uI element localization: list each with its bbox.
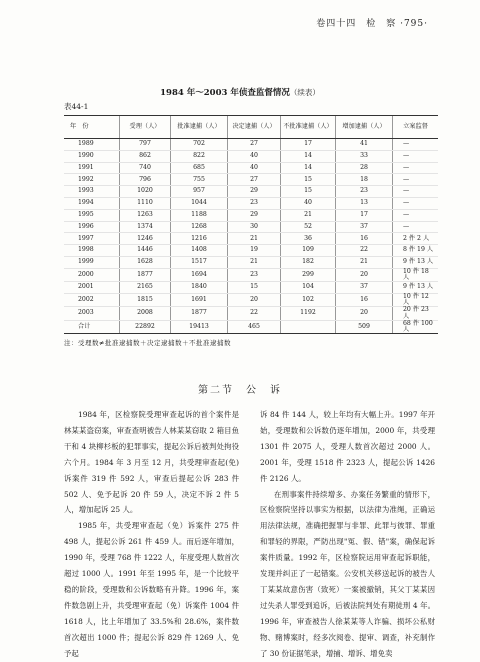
table-title bbox=[0, 86, 480, 98]
cell-approved: 1408 bbox=[171, 245, 228, 257]
table-title-main: 1984 年～2003 年侦查监督情况 bbox=[160, 88, 290, 98]
cell-not-approved: 182 bbox=[281, 256, 336, 268]
cell-received: 1446 bbox=[120, 245, 171, 257]
table-title-sub: （续表） bbox=[289, 88, 320, 97]
statistics-table bbox=[64, 115, 438, 334]
table-note: 注：受理数≠批准逮捕数＋决定逮捕数＋不批准逮捕数 bbox=[64, 339, 231, 347]
cell-not-approved: 36 bbox=[281, 233, 336, 245]
table-row bbox=[64, 209, 438, 221]
cell-not-approved: 15 bbox=[281, 174, 336, 186]
paragraph: 在刑事案件持续增多、办案任务繁重的情形下，区检察院坚持以事实为根据，以法律为准绳，正确运用法律法规，准确把握罪与非罪、此罪与彼罪、罪重和罪轻的界限，严防出现"冤、假、错"案，确保起诉案件质量。1992 年，区检察院运用审查起诉职能，发现并纠正了一起错案。公安机关移送起诉的被告人丁某某故意伤害（致死）一案被撤销，其父丁某某因过失杀人罪受到追诉，后被法院判处有期徒刑 4 年。1996 年，审查被告人徐某某等人诈骗、损坏公私财物、赌博案时，经多次阅卷、提审、调查，补充制作了 30 份证据笔录，增捕、增诉、增免卖 bbox=[260, 489, 435, 658]
cell-year: 2002 bbox=[64, 293, 120, 306]
cell-supervision: 20 件 23 人 bbox=[393, 307, 439, 320]
cell-added: 20 bbox=[336, 307, 393, 320]
cell-not-approved bbox=[281, 320, 336, 333]
cell-approved: 1840 bbox=[171, 282, 228, 294]
col-header-added: 增加逮捕（人） bbox=[336, 116, 393, 139]
cell-supervision: 10 件 12 人 bbox=[393, 293, 439, 306]
cell-decided: 19 bbox=[228, 245, 281, 257]
cell-approved: 702 bbox=[171, 139, 228, 151]
cell-year: 2000 bbox=[64, 268, 120, 281]
table-row bbox=[64, 245, 438, 257]
cell-added: 17 bbox=[336, 209, 393, 221]
cell-decided: 23 bbox=[228, 268, 281, 281]
cell-approved: 1188 bbox=[171, 209, 228, 221]
table-row bbox=[64, 307, 438, 320]
cell-received: 1263 bbox=[120, 209, 171, 221]
cell-decided: 21 bbox=[228, 233, 281, 245]
cell-decided: 22 bbox=[228, 307, 281, 320]
table-row bbox=[64, 268, 438, 281]
cell-decided: 30 bbox=[228, 221, 281, 233]
cell-approved: 19413 bbox=[171, 320, 228, 333]
cell-supervision: 9 件 13 人 bbox=[393, 256, 439, 268]
table-row bbox=[64, 320, 438, 333]
cell-approved: 1517 bbox=[171, 256, 228, 268]
cell-received: 22892 bbox=[120, 320, 171, 333]
table-row bbox=[64, 139, 438, 151]
cell-added: 22 bbox=[336, 245, 393, 257]
cell-not-approved: 21 bbox=[281, 209, 336, 221]
cell-supervision: — bbox=[393, 174, 439, 186]
cell-decided: 29 bbox=[228, 209, 281, 221]
cell-year: 1990 bbox=[64, 150, 120, 162]
cell-not-approved: 109 bbox=[281, 245, 336, 257]
cell-year: 1998 bbox=[64, 245, 120, 257]
cell-year: 1993 bbox=[64, 186, 120, 198]
cell-not-approved: 17 bbox=[281, 139, 336, 151]
cell-added: 13 bbox=[336, 197, 393, 209]
table-row bbox=[64, 293, 438, 306]
cell-year: 2001 bbox=[64, 282, 120, 294]
cell-decided: 15 bbox=[228, 282, 281, 294]
cell-added: 509 bbox=[336, 320, 393, 333]
cell-decided: 21 bbox=[228, 256, 281, 268]
table-row bbox=[64, 282, 438, 294]
table-row bbox=[64, 150, 438, 162]
cell-approved: 957 bbox=[171, 186, 228, 198]
cell-received: 1374 bbox=[120, 221, 171, 233]
cell-not-approved: 102 bbox=[281, 293, 336, 306]
cell-supervision: — bbox=[393, 186, 439, 198]
cell-approved: 1694 bbox=[171, 268, 228, 281]
cell-approved: 1877 bbox=[171, 307, 228, 320]
cell-received: 2008 bbox=[120, 307, 171, 320]
cell-received: 797 bbox=[120, 139, 171, 151]
cell-year: 合计 bbox=[64, 320, 120, 333]
cell-received: 1020 bbox=[120, 186, 171, 198]
cell-decided: 29 bbox=[228, 186, 281, 198]
cell-decided: 40 bbox=[228, 150, 281, 162]
cell-received: 1246 bbox=[120, 233, 171, 245]
col-header-decided: 决定逮捕（人） bbox=[228, 116, 281, 139]
cell-received: 740 bbox=[120, 162, 171, 174]
cell-received: 1877 bbox=[120, 268, 171, 281]
cell-approved: 1044 bbox=[171, 197, 228, 209]
cell-year: 1995 bbox=[64, 209, 120, 221]
cell-added: 37 bbox=[336, 221, 393, 233]
cell-not-approved: 40 bbox=[281, 197, 336, 209]
section-title: 第二节 公 诉 bbox=[198, 385, 282, 396]
cell-supervision: — bbox=[393, 209, 439, 221]
cell-added: 23 bbox=[336, 186, 393, 198]
paragraph: 诉 84 件 144 人，较上年均有大幅上升。1997 年开始，受理数和公诉数仍逐年增加，2000 年，共受理 1301 件 2075 人，受理人数首次超过 2000 人。2001 年，受理 1518 件 2323 人，提起公诉 1426 件 2126 人。 bbox=[260, 410, 435, 483]
body-column-left bbox=[64, 407, 239, 662]
cell-decided: 27 bbox=[228, 139, 281, 151]
cell-supervision: 68 件 100 人 bbox=[393, 320, 439, 333]
col-header-not-approved: 不批准逮捕（人） bbox=[281, 116, 336, 139]
cell-received: 1628 bbox=[120, 256, 171, 268]
cell-supervision: — bbox=[393, 221, 439, 233]
cell-supervision: — bbox=[393, 150, 439, 162]
cell-added: 41 bbox=[336, 139, 393, 151]
cell-year: 1999 bbox=[64, 256, 120, 268]
cell-added: 37 bbox=[336, 282, 393, 294]
cell-not-approved: 299 bbox=[281, 268, 336, 281]
body-column-right bbox=[260, 407, 435, 662]
table-row bbox=[64, 174, 438, 186]
cell-year: 1996 bbox=[64, 221, 120, 233]
cell-not-approved: 14 bbox=[281, 150, 336, 162]
cell-not-approved: 14 bbox=[281, 162, 336, 174]
cell-added: 33 bbox=[336, 150, 393, 162]
table-row bbox=[64, 233, 438, 245]
cell-decided: 27 bbox=[228, 174, 281, 186]
cell-supervision: — bbox=[393, 139, 439, 151]
table-row bbox=[64, 162, 438, 174]
page-header: 卷四十四 检 察 ·795· bbox=[316, 19, 428, 29]
table-number: 表44-1 bbox=[64, 102, 89, 111]
cell-supervision: — bbox=[393, 162, 439, 174]
cell-decided: 465 bbox=[228, 320, 281, 333]
cell-not-approved: 104 bbox=[281, 282, 336, 294]
cell-added: 16 bbox=[336, 293, 393, 306]
cell-year: 1991 bbox=[64, 162, 120, 174]
cell-decided: 40 bbox=[228, 162, 281, 174]
cell-decided: 20 bbox=[228, 293, 281, 306]
cell-added: 20 bbox=[336, 268, 393, 281]
cell-not-approved: 1192 bbox=[281, 307, 336, 320]
table-row bbox=[64, 197, 438, 209]
cell-received: 1110 bbox=[120, 197, 171, 209]
cell-approved: 1216 bbox=[171, 233, 228, 245]
cell-added: 18 bbox=[336, 174, 393, 186]
cell-supervision: 8 件 19 人 bbox=[393, 245, 439, 257]
cell-supervision: — bbox=[393, 197, 439, 209]
cell-received: 862 bbox=[120, 150, 171, 162]
cell-received: 796 bbox=[120, 174, 171, 186]
paragraph: 1985 年，共受理审查起（免）诉案件 275 件 498 人，提起公诉 261 件 459 人。而后逐年增加，1990 年，受理 768 件 1222 人，年度受理人数首次超过 1000 人。1991 年至 1995 年，是一个比较平稳的阶段，受理数和公诉数略有升降。1996 年，案件数急剧上升，共受理审查起（免）诉案件 1004 件 1618 人，比上年增加了 33.5%和 28.6%，案件数首次超出 1000 件；提起公诉 829 件 1269 人、免予起 bbox=[64, 521, 239, 658]
cell-year: 2003 bbox=[64, 307, 120, 320]
cell-year: 1992 bbox=[64, 174, 120, 186]
cell-approved: 1268 bbox=[171, 221, 228, 233]
cell-year: 1997 bbox=[64, 233, 120, 245]
cell-year: 1989 bbox=[64, 139, 120, 151]
cell-approved: 685 bbox=[171, 162, 228, 174]
cell-received: 2165 bbox=[120, 282, 171, 294]
cell-approved: 822 bbox=[171, 150, 228, 162]
paragraph: 1984 年，区检察院受理审查起诉的首个案件是林某某盗窃案，审查查明被告人林某某窃取 2 箱目鱼干和 4 块柳杉板的犯罪事实，提起公诉后被判处拘役六个月。1984 年 3 月至 12 月，共受理审查起(免)诉案件 319 件 592 人，审查后提起公诉 283 件 502 人、免予起诉 20 件 59 人，决定不诉 2 件 5 人，增加起诉 25 人。 bbox=[64, 410, 239, 515]
col-header-received: 受理（人） bbox=[120, 116, 171, 139]
col-header-supervision: 立案监督 bbox=[393, 116, 439, 139]
cell-added: 21 bbox=[336, 256, 393, 268]
cell-not-approved: 52 bbox=[281, 221, 336, 233]
table-row bbox=[64, 186, 438, 198]
cell-supervision: 2 件 2 人 bbox=[393, 233, 439, 245]
col-header-approved: 批准逮捕（人） bbox=[171, 116, 228, 139]
cell-supervision: 9 件 13 人 bbox=[393, 282, 439, 294]
cell-received: 1815 bbox=[120, 293, 171, 306]
cell-approved: 1691 bbox=[171, 293, 228, 306]
cell-added: 28 bbox=[336, 162, 393, 174]
cell-decided: 23 bbox=[228, 197, 281, 209]
col-header-year: 年 份 bbox=[64, 116, 120, 139]
table-header-row bbox=[64, 116, 438, 139]
cell-added: 16 bbox=[336, 233, 393, 245]
cell-not-approved: 15 bbox=[281, 186, 336, 198]
cell-supervision: 10 件 18 人 bbox=[393, 268, 439, 281]
cell-approved: 755 bbox=[171, 174, 228, 186]
table-row bbox=[64, 256, 438, 268]
cell-year: 1994 bbox=[64, 197, 120, 209]
table-row bbox=[64, 221, 438, 233]
